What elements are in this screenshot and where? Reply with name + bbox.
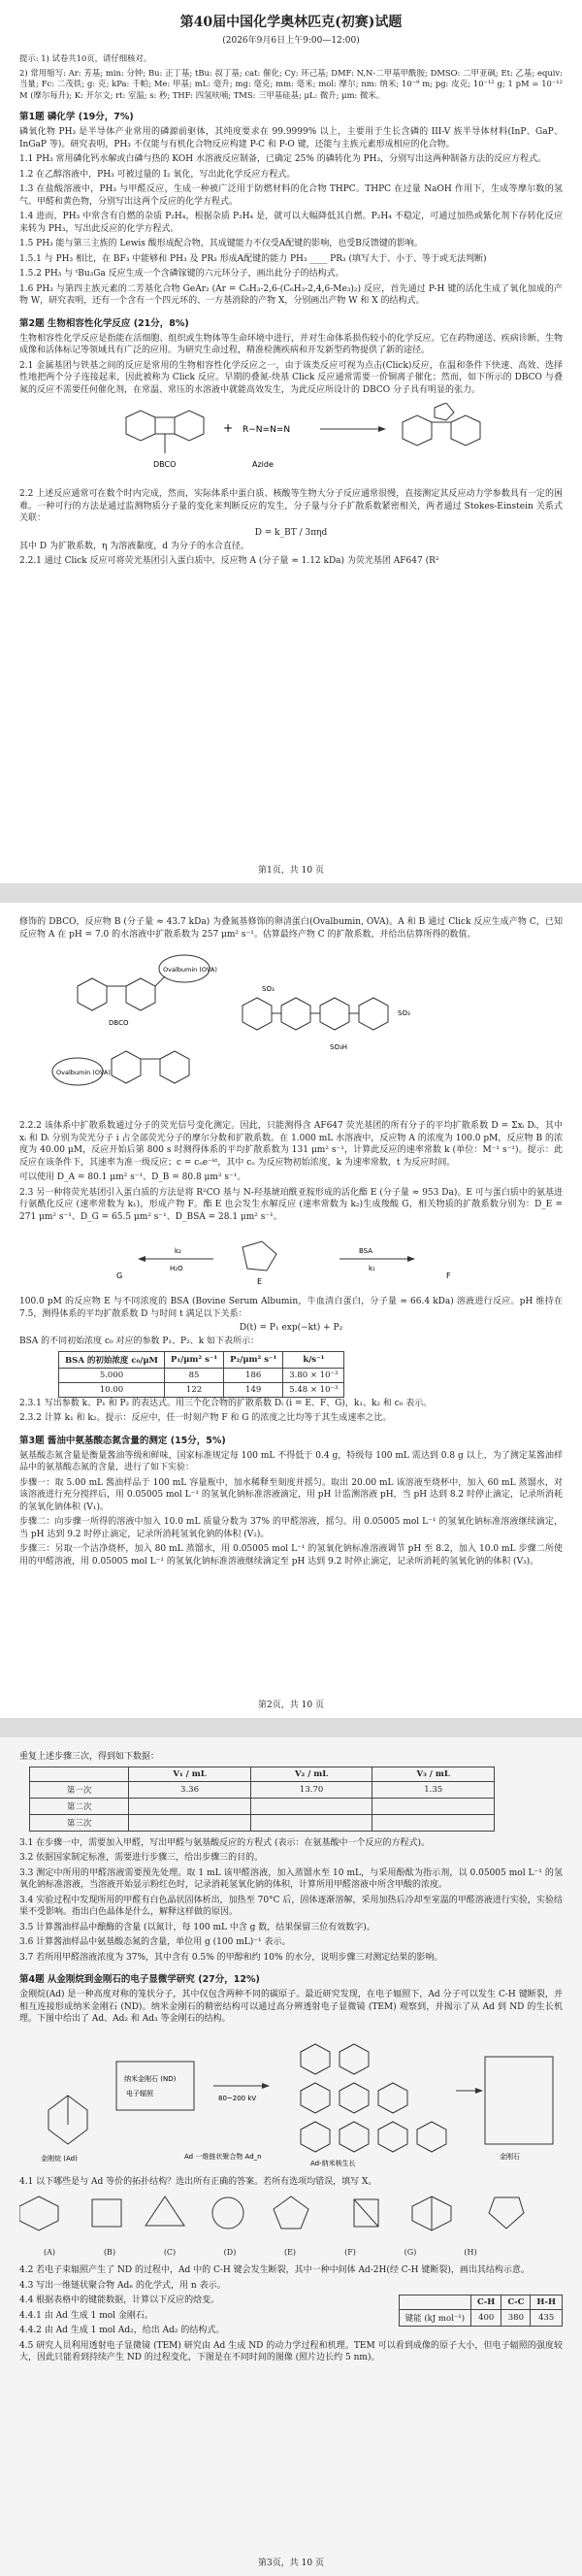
q3-item: 3.6 计算酱油样品中氨基酸态氮的含量，单位用 g (100 mL)⁻¹ 表示。: [19, 1937, 291, 1947]
q3-item: 3.1 在步骤一中，需要加入甲醛，写出甲醛与氨基酸反应的方程式 (表示：在氨基酸中一个反应的方程式)。: [19, 1837, 431, 1848]
activated-ester-scheme: [19, 1230, 563, 1288]
page-gap: [0, 883, 582, 903]
voltage-label: 80~200 kV: [218, 2094, 257, 2102]
page-1: [0, 0, 582, 883]
option-a[interactable]: (A): [43, 2248, 56, 2257]
option-f[interactable]: (F): [344, 2248, 356, 2257]
q3-intro: 氨基酸态氮含量是衡量酱油等级和鲜味，国家标准规定每 100 mL 不得低于 0.4 g，特级每 100 mL 需达到 0.8 g 以上，为了测定某酱油样品中的氨基酸态氮的含量，进行了如下实验：: [19, 1450, 563, 1472]
table-header: k/s⁻¹: [283, 1351, 344, 1368]
titration-table-caption: 重复上述步骤三次，得到如下数据：: [19, 1752, 160, 1762]
polymer-label: Ad 一维链状聚合物 Ad_n: [184, 2152, 262, 2161]
q1-intro: 磷氧化物 PH₃ 是半导体产业常用的磷源前驱体，其纯度要求在 99.9999% 以上，主要用于生长含磷的 III-V 族半导体材料(InP、GaP、InGaP 等)。研究表明，PH₃ 不仅能与有机化合物反应构建 P-C 和 P-O 键，还能与主族元素形成相应的化合物。: [19, 127, 563, 149]
q1-item: 1.5.1 与 PH₃ 相比，在 BF₃ 中能够和 PH₃ 及 PR₃ 形成A配键的能力 PH₃ ____ PR₃ (填写大于、小于、等于或无法判断): [19, 253, 487, 264]
q2-intro: 生物相容性化学反应是指能在活细胞、组织或生物体等生命环境中进行，并对生命体系损伤较小的化学反应。它在药物递送、疾病诊断、生物成像和活体标记等领域具有广泛的应用。为研究生命过程，精准检测疾病和开发新型药物提供了新的途径。: [19, 333, 563, 355]
q2-3-2-text: 2.3.2 计算 k₁ 和 k₂。提示：反应中，任一时刻产物 F 和 G 的浓度之比均等于其生成速率之比。: [19, 1413, 392, 1423]
option-b[interactable]: (B): [103, 2248, 116, 2257]
ova-label: Ovalbumin (OVA): [163, 966, 217, 974]
table-row: 10.00 122 149 5.48 × 10⁻³: [59, 1382, 344, 1397]
bsa-parameter-table: [58, 1351, 344, 1398]
bsa-label: BSA: [359, 1247, 373, 1255]
water-label: H₂O: [170, 1265, 183, 1272]
note-1: 提示: 1) 试卷共10页，请仔细核对。: [19, 53, 152, 63]
q4-intro: 金刚烷(Ad) 是一种高度对称的笼状分子，其中仅包含两种不同的碳原子。最近研究发现，在电子辐照下，Ad 分子可以发生 C-H 键断裂，并相互连接形成纳米金刚石 (ND)。纳米金刚石的精密结构可以通过高分辨透射电子显微镜 (TEM) 观察到，并揭示了从 Ad 到 ND 的生长机理。下图中给出了 Ad、Ad₂ 和 Ad₃ 等金刚石的结构。: [19, 1990, 563, 2024]
q2-heading: 第2题 生物相容性化学反应 (21分，8%): [19, 317, 189, 329]
option-e[interactable]: (E): [283, 2248, 297, 2257]
growth-label: Ad-纳米核生长: [310, 2159, 356, 2167]
topology-options: [19, 2192, 563, 2259]
adamantane-diamond-figure: [19, 2032, 563, 2168]
q3-item: 3.3 测定中所用的甲醛溶液需要预先处理。取 1 mL 该甲醛溶液，加入蒸馏水至 10 mL，与采用酚酞为指示剂，以 0.05005 mol L⁻¹ 的氢氧化钠标准溶液，当溶液开始显示粉红色时，记录消耗氢氧化钠的体积，计算所用甲醛溶液中所含甲酸的浓度。: [19, 1867, 563, 1890]
diamond-label: 金刚石: [500, 2152, 520, 2161]
q1-item: 1.3 在盐酸溶液中，PH₃ 与甲醛反应，生成一种被广泛用于防燃材料的化合物 THPC。THPC 在过量 NaOH 作用下，生成等摩尔数的氢气、甲醛和黄色物，分别写出这两个反应的化学方程式。: [19, 184, 563, 207]
q2-2-note: 其中 D 为扩散系数，η 为溶液黏度，d 为分子的水合直径。: [19, 541, 249, 551]
bond-energy-table: C-H C-C H-H 键能 (kJ mol⁻¹) 400 380 435: [399, 2295, 563, 2327]
stokes-einstein-equation: D = k_BT / 3πηd: [254, 527, 328, 538]
ad-label: 金刚烷 (Ad): [41, 2154, 78, 2163]
f-label: F: [446, 1271, 451, 1280]
page-3: [0, 1737, 582, 2576]
q1-item: 1.6 PH₃ 与第四主族元素的二芳基化合物 GeAr₂ (Ar = C₆H₃-2,6-(C₆H₃-2,4,6-Me₃)₂) 反应，首先通过 P-H 键的活化生成了氧化加成的产物 W，研究表明，还有一个含有一个四元环的、一方基消除的产物 X，分别画出产物 W 和 X 的结构式。: [19, 283, 563, 306]
q1-item: 1.5 PH₃ 能与第三主族的 Lewis 酸形成配合物，其成键能力不仅受A配键的影响，也受B反馈键的影响。: [19, 239, 423, 248]
page-footer: 第3页，共 10 页: [258, 2559, 324, 2568]
dbco-label: DBCO: [109, 1019, 129, 1027]
dbco-label: DBCO: [153, 460, 177, 469]
exam-title: 第40届中国化学奥林匹克(初赛)试题: [179, 15, 403, 30]
page-gap: [0, 1718, 582, 1737]
q1-item: 1.5.2 PH₃ 与 ᵗBu₃Ga 反应生成一个含磷镓键的六元环分子，画出此分子的结构式。: [19, 269, 344, 279]
ova-label: Ovalbumin (OVA): [56, 1069, 111, 1076]
page-footer: 第1页，共 10 页: [258, 866, 324, 875]
page-footer: 第2页，共 10 页: [258, 1701, 324, 1710]
azide-label: Azide: [252, 460, 274, 469]
q3-item: 3.2 依据国家制定标准，需要进行步骤三，给出步骤三的目的。: [19, 1853, 264, 1863]
click-reaction-scheme: [19, 403, 563, 480]
svg-text:SO₃: SO₃: [398, 1009, 410, 1017]
q2-3-1-text: 2.3.1 写出参数 k、P₁ 和 P₂ 的表达式。用三个化合物的扩散系数 Dᵢ (i = E、F、G)，k₁、k₂ 和 c₀ 表示。: [19, 1398, 433, 1408]
q4-item: 4.2 若电子束辐照产生了 ND 的过程中，Ad 中的 C-H 键会发生断裂，其中一种中间体 Ad-2H(经 C-H 键断裂)，画出其结构示意。: [19, 2265, 530, 2275]
q2-2-1-cont: 修饰的 DBCO，反应物 B (分子量 ≈ 43.7 kDa) 为叠氮基修饰的卵清蛋白(Ovalbumin, OVA)。A 和 B 通过 Click 反应生成产物 C，已知反应物 A 在 pH = 7.0 的水溶液中扩散系数为 257 μm² s⁻¹。估算最终产物 C 的扩散系数，并给出估算所得的数值。: [19, 917, 563, 940]
option-g[interactable]: (G): [404, 2248, 417, 2257]
topology-shapes: [19, 2192, 563, 2236]
q2-2-text: 2.2 上述反应通常可在数个时内完成，然而，实际体系中蛋白质、核酸等生物大分子反应通常很慢，直接测定其反应动力学参数具有一定的困难。一种可行的方法是通过监测物质分子量的变化来判断反应的发生，分子量与分子扩散系数紧密相关，两者通过 Stokes-Einstein 关系式关联：: [19, 489, 563, 523]
q2-2-2-text: 2.2.2 该体系中扩散系数通过分子的荧光信号变化测定。因此，只能测得含 AF647 荧光基团的所有分子的平均扩散系数 D = Σxᵢ Dᵢ，其中 xᵢ 和 Dᵢ 分别为荧光分子 i 占全部荧光分子的摩尔分数和扩散系数。在 1.000 mL 水溶液中，反应物 A 的浓度为 100.0 pM，反应物 B 的浓度为 40.00 μM，反应开始后第 800 s 时测得体系的平均扩散系数为 131 μm² s⁻¹，计算此反应的速率常数 k (单位：M⁻¹ s⁻¹)。提示：此反应在该条件下，其速率为准一级反应；c = cₒe⁻ᵏᵗ，其中 cₒ 为反应物初始浓度，k 为速率常数，t 为反应时间。: [19, 1121, 563, 1168]
q2-2-1-text: 2.2.1 通过 Click 反应可将荧光基团引入蛋白质中，反应物 A (分子量 ≈ 1.12 kDa) 为荧光基团 AF647 (R²: [19, 556, 439, 566]
q4-item: 4.4.2 由 Ad 生成 1 mol Ad₂，给出 Ad₂ 的结构式。: [19, 2326, 225, 2335]
q1-heading: 第1题 磷化学 (19分，7%): [19, 112, 134, 122]
k2-label: k₂: [175, 1247, 181, 1255]
diffusion-equation: D(t) = P₁ exp(−kt) + P₂: [239, 1323, 343, 1333]
table-header: BSA 的初始浓度 c₀/μM: [59, 1351, 165, 1368]
q2-3-text-c: BSA 的不同初始浓度 c₀ 对应的参数 P₁、P₂、k 如下表所示：: [19, 1337, 260, 1346]
q4-item: 4.3 写出一维链状聚合物 Adₙ 的化学式，用 n 表示。: [19, 2280, 226, 2291]
svg-text:SO₃H: SO₃H: [330, 1043, 348, 1051]
q3-item: 3.7 若所用甲醛溶液浓度为 37%，其中含有 0.5% 的甲醇和约 10% 的水分，说明步骤三对测定结果的影响。: [19, 1952, 443, 1963]
g-label: G: [116, 1271, 123, 1280]
q3-step: 步骤三：另取一个洁净烧杯，加入 80 mL 蒸馏水，用 0.05005 mol L⁻¹ 的氢氧化钠标准溶液调节 pH 至 8.2，加入 10.0 mL 步骤二所使用的甲醛溶液，用 0.05005 mol L⁻¹ 的氢氧化钠标准溶液继续滴定至 pH 达到 9.2 时停止滴定，记录所消耗的氢氧化钠的体积 (V₃)。: [19, 1544, 563, 1567]
table-row: 第二次: [30, 1798, 495, 1814]
q4-item: 4.4.1 由 Ad 生成 1 mol 金刚石。: [19, 2310, 153, 2321]
q1-item: 1.4 进而，PH₃ 中常含有自燃的杂质 P₂H₄，根据杂质 P₂H₄ 是，就可以大幅降低其自燃。P₂H₄ 不稳定，可通过加热或紫化剂下存转化反应来转为 PH₃，写出此反应的化学方程式。: [19, 212, 563, 234]
table-row: 键能 (kJ mol⁻¹) 400 380 435: [399, 2310, 562, 2327]
note-2: 2) 常用缩写: Ar: 芳基; min: 分钟; Bu: 正丁基; tBu: 叔丁基; cat: 催化; Cy: 环己基; DMF: N,N-二甲基甲酰胺; DMSO: 二甲亚砜; Et: 乙基; equiv: 当量; Fc: 二茂铁; g: 克; kPa: 千帕; Me: 甲基; mL: 毫升; mg: 毫克; mm: 毫米; mol: 摩尔; nm: 纳米; 10⁻⁹ m; pg: 皮克; 10⁻¹² g; 1 pM = 10⁻¹² M (摩尔每升); K: 开尔文; rt: 室温; s: 秒; THF: 四氢呋喃; TMS: 三甲基硅基; μL: 微升; μm: 微米。: [19, 67, 563, 100]
q3-step: 步骤一：取 5.00 mL 酱油样品于 100 mL 容量瓶中，加水稀释至刻度并摇匀。取出 20.00 mL 该溶液至烧杯中，加入 60 mL 蒸馏水，对该溶液进行充分搅拌后，用 0.05005 mol L⁻¹ 的氢氧化钠标准溶液滴定，用 pH 计监测溶液 pH，当 pH 达到 8.2 时停止滴定，记录所消耗的氢氧化钠体积 (V₁)。: [19, 1477, 563, 1512]
option-c[interactable]: (C): [163, 2248, 177, 2257]
svg-text:R−N=N=N: R−N=N=N: [242, 425, 291, 435]
irradiation-label: 电子辐照: [126, 2089, 153, 2097]
q2-1-text: 2.1 金属基团与铁基之间的反应是常用的生物相容性化学反应之一，由于该类反应可视为点击(Click)反应，在温和条件下快速、高效、选择性地把两个分子连接起来，因此被称为 Click 反应。早期的叠氮-炔基 Click 反应通常需要一价铜离子催化；然而，如下所示的 DBCO 与叠氮的反应不需要任何催化剂，在常温、常压的水溶液中就能高效发生，为此反应所设计的 DBCO 分子具有明显的张力。: [19, 360, 563, 395]
ova-dbco-scheme: [19, 947, 563, 1112]
nd-label: 纳米金刚石 (ND): [124, 2074, 177, 2083]
q4-1-text: 4.1 以下哪些是与 Ad 等价的拓扑结构？选出所有正确的答案。若所有选项均错误，填写 X。: [19, 2176, 377, 2187]
q1-item: 1.1 PH₃ 常用磷化钙水解或白磷与热的 KOH 水溶液反应制备，已确定 25% 的磷转化为 PH₃，分别写出这两种制备方法的反应方程式。: [19, 154, 547, 164]
q2-2-2-hint: 可以使用 D_A = 80.1 μm² s⁻¹、D_B = 80.8 μm² s⁻¹。: [19, 1172, 246, 1182]
q4-item: 4.4 根据表格中的键能数据，计算以下反应的焓变。: [19, 2295, 220, 2305]
k1-label: k₁: [369, 1265, 375, 1272]
q3-item: 3.4 实验过程中发现所用的甲醛有白色晶状固体析出，加热至 70°C 后，固体逐渐溶解，采用加热后冷却至室温的甲醛溶液进行实验，实验结果不受影响。指出白色晶体是什么，解释这样做的原因。: [19, 1895, 563, 1917]
q1-item: 1.2 在乙醇溶液中，PH₃ 可被过量的 I₂ 氧化，写出此化学反应方程式。: [19, 169, 296, 180]
titration-data-table: V₁ / mL V₂ / mL V₃ / mL 第一次 3.36 13.70 1.35 第二次 第三次: [29, 1767, 495, 1832]
table-header: P₂/μm² s⁻¹: [224, 1351, 283, 1368]
option-d[interactable]: (D): [223, 2248, 237, 2257]
q2-3-text-b: 100.0 pM 的反应物 E 与不同浓度的 BSA (Bovine Serum Albumin，牛血清白蛋白，分子量 ≈ 66.4 kDa) 溶液进行反应。pH 维持在 7.5，测得体系的平均扩散系数 D 与时间 t 满足以下关系：: [19, 1297, 563, 1319]
table-row: 第一次 3.36 13.70 1.35: [30, 1781, 495, 1798]
svg-text:+: +: [223, 421, 234, 435]
option-h[interactable]: (H): [464, 2248, 477, 2257]
table-row: 第三次: [30, 1814, 495, 1831]
e-label: E: [257, 1277, 263, 1286]
table-row: 5.000 85 186 3.80 × 10⁻³: [59, 1368, 344, 1382]
table-header: P₁/μm² s⁻¹: [164, 1351, 223, 1368]
q3-step: 步骤二：向步骤一所得的溶液中加入 10.0 mL 质量分数为 37% 的甲醛溶液，摇匀。用 0.05005 mol L⁻¹ 的氢氧化钠标准溶液继续滴定，当 pH 达到 9.2 时停止滴定，记录所消耗氢氧化钠的体积 (V₂)。: [19, 1517, 563, 1539]
page-2: [0, 903, 582, 1718]
q2-3-text: 2.3 另一种将荧光基团引入蛋白质的方法是将 R²CO 基与 N-羟基琥珀酰亚胺形成的活化酯 E (分子量 ≈ 953 Da)。E 可与蛋白质中的氨基进行氨酰化反应 (速率常数为 k₁)，形成产物 F。酯 E 也会发生水解反应 (速率常数为 k₂)生成羧酸 G，相关物质的扩散系数分别为：D_E = 271 μm² s⁻¹、D_G = 65.5 μm² s⁻¹、D_BSA = 28.1 μm² s⁻¹。: [19, 1187, 563, 1222]
q3-item: 3.5 计算酱油样品中酿酶的含量 (以氮计，每 100 mL 中含 g 数，结果保留三位有效数字)。: [19, 1922, 375, 1932]
q4-heading: 第4题 从金刚烷到金刚石的电子显微学研究 (27分，12%): [19, 1974, 260, 1985]
q4-item: 4.5 研究人员利用透射电子显微镜 (TEM) 研究由 Ad 生成 ND 的动力学过程和机理。TEM 可以看到成像的原子大小，但电子辐照的强度较大，因此只能看到持续产生 ND 的过程变化，下图是在不同时间的图像 (照片边长约 5 nm)。: [19, 2340, 563, 2362]
exam-date: (2026年9月6日上午9:00—12:00): [222, 36, 360, 46]
q3-heading: 第3题 酱油中氨基酸态氮含量的测定 (15分，5%): [19, 1435, 226, 1446]
svg-text:SO₃: SO₃: [262, 985, 275, 993]
